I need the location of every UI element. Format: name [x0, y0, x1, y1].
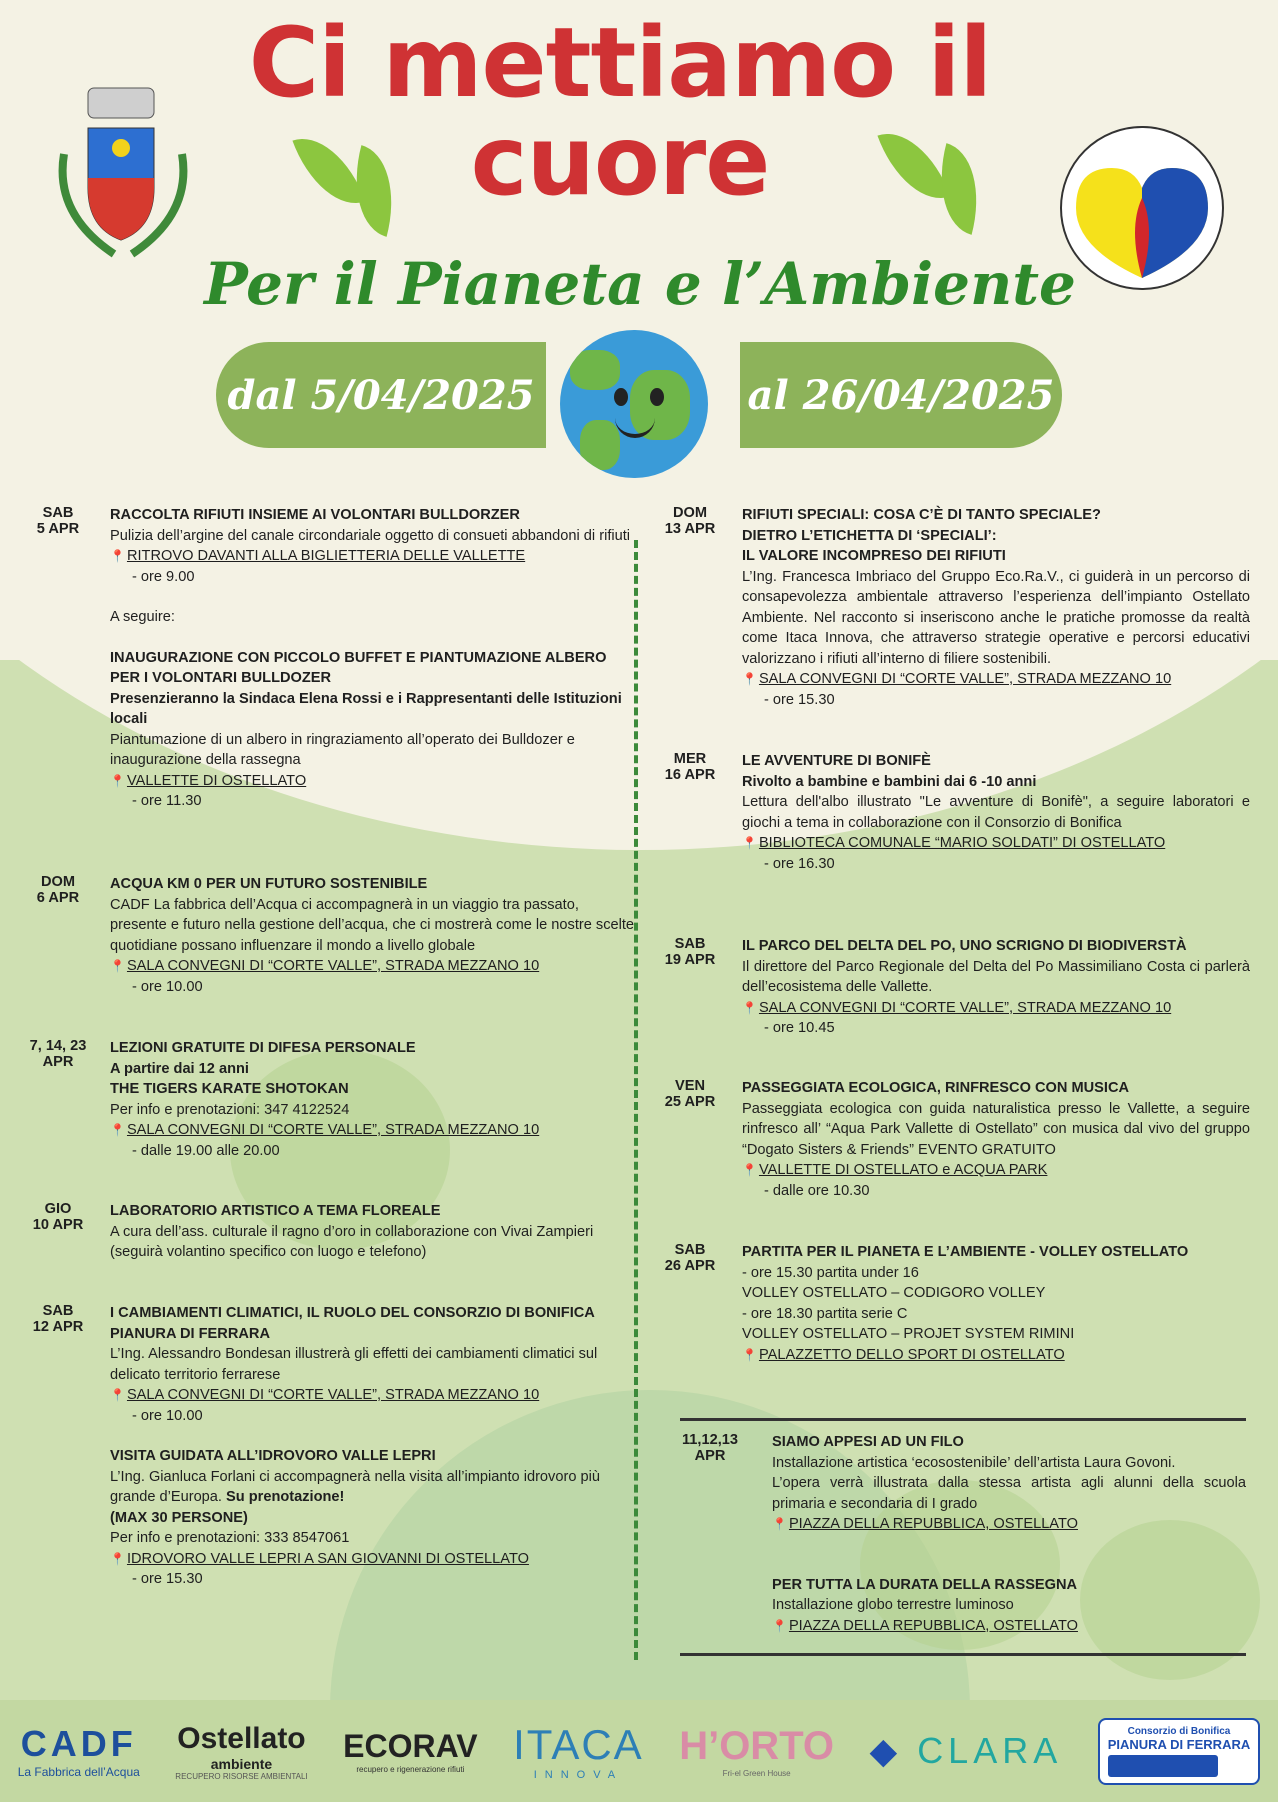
- box-top-rule: [680, 1418, 1246, 1421]
- event-description: Il direttore del Parco Regionale del Delta del Po Massimiliano Costa ci parlerà dell’ecosistema delle Vallette.: [742, 958, 1250, 995]
- match-line: - ore 15.30 partita under 16: [742, 1264, 919, 1281]
- event-time: - dalle 19.00 alle 20.00: [132, 1142, 280, 1159]
- location-pin-icon: 📍: [110, 959, 125, 973]
- event-capacity: (MAX 30 PERSONE): [110, 1509, 248, 1526]
- event-subtitle: INAUGURAZIONE CON PICCOLO BUFFET E PIANTUMAZIONE ALBERO PER I VOLONTARI BULLDOZER: [110, 649, 607, 686]
- event-title: RACCOLTA RIFIUTI INSIEME AI VOLONTARI BULLDORZER: [110, 507, 520, 523]
- location-pin-icon: 📍: [742, 672, 757, 686]
- event-title: RIFIUTI SPECIALI: COSA C’È DI TANTO SPECIALE?: [742, 507, 1101, 523]
- event-audience: Rivolto a bambine e bambini dai 6 -10 anni: [742, 773, 1037, 790]
- itaca-logo: ITACA INNOVA: [513, 1721, 644, 1781]
- match-line: - ore 18.30 partita serie C: [742, 1305, 908, 1322]
- event-day: 11,12,13 APR: [681, 1432, 738, 1464]
- event-day: MER 16 APR: [664, 751, 716, 783]
- horto-logo: H’ORTO Fri-el Green House: [679, 1724, 835, 1778]
- box-bottom-rule: [680, 1653, 1246, 1656]
- permanent-title: PER TUTTA LA DURATA DELLA RASSEGNA: [772, 1576, 1078, 1593]
- permanent-description: Installazione globo terrestre luminoso: [772, 1597, 1014, 1613]
- event-day: DOM 6 APR: [36, 874, 80, 906]
- event-info: Per info e prenotazioni: 333 8547061: [110, 1530, 350, 1546]
- event-sub-description: Piantumazione di un albero in ringraziamento all’operato dei Bulldozer e inaugurazione della rassegna: [110, 731, 575, 768]
- event-day: VEN 25 APR: [664, 1078, 716, 1110]
- event-location: 📍 SALA CONVEGNI DI “CORTE VALLE”, STRADA MEZZANO 10: [742, 671, 1172, 687]
- title-line-2: cuore: [470, 105, 770, 217]
- event-location: 📍 SALA CONVEGNI DI “CORTE VALLE”, STRADA MEZZANO 10: [110, 1122, 540, 1138]
- location-pin-icon: 📍: [110, 773, 125, 788]
- location-pin-icon: 📍: [742, 1347, 757, 1362]
- event-after: A seguire:: [110, 609, 175, 625]
- event-guests: Presenzieranno la Sindaca Elena Rossi e i Rappresentanti delle Istituzioni locali: [110, 690, 622, 727]
- event-location: 📍 BIBLIOTECA COMUNALE “MARIO SOLDATI” DI OSTELLATO: [742, 835, 1166, 851]
- event-location: 📍 SALA CONVEGNI DI “CORTE VALLE”, STRADA MEZZANO 10: [110, 958, 540, 974]
- location-pin-icon: 📍: [110, 1551, 125, 1566]
- event-title: I CAMBIAMENTI CLIMATICI, IL RUOLO DEL CONSORZIO DI BONIFICA PIANURA DI FERRARA: [110, 1305, 595, 1342]
- event-location: 📍 PALAZZETTO DELLO SPORT DI OSTELLATO: [742, 1346, 1065, 1363]
- match-line: VOLLEY OSTELLATO – PROJET SYSTEM RIMINI: [742, 1326, 1075, 1342]
- ostellato-ambiente-logo: Ostellato ambiente RECUPERO RISORSE AMBIENTALI: [175, 1721, 308, 1781]
- event-day: 7, 14, 23 APR: [29, 1038, 87, 1070]
- event-sub-time: - ore 15.30: [132, 1571, 203, 1587]
- event-subtitle: VISITA GUIDATA ALL’IDROVORO VALLE LEPRI: [110, 1448, 436, 1464]
- location-pin-icon: 📍: [772, 1517, 787, 1531]
- event-day: SAB 26 APR: [664, 1242, 716, 1274]
- title-line-1: Ci mettiamo il: [248, 7, 992, 119]
- event-title: IL PARCO DEL DELTA DEL PO, UNO SCRIGNO DI BIODIVERSTÀ: [742, 938, 1187, 954]
- clara-diamond-icon: ◆: [869, 1730, 918, 1771]
- event-day: SAB 19 APR: [664, 936, 716, 968]
- event-description-2: L’opera verrà illustrata dalla stessa artista agli alunni della scuola primaria e secondaria di I grado: [772, 1475, 1246, 1512]
- event-location: 📍 SALA CONVEGNI DI “CORTE VALLE”, STRADA MEZZANO 10: [110, 1387, 540, 1403]
- event-age: A partire dai 12 anni: [110, 1060, 249, 1077]
- event-location: 📍 RITROVO DAVANTI ALLA BIGLIETTERIA DELLE VALLETTE: [110, 548, 526, 564]
- event-title: SIAMO APPESI AD UN FILO: [772, 1434, 964, 1450]
- event-day: SAB 5 APR: [36, 505, 80, 537]
- event-description: CADF La fabbrica dell’Acqua ci accompagnerà in un viaggio tra passato, presente e futuro nella gestione dell’acqua, che ci mostrerà come le nostre scelte quotidiane possano influenzare il mondo a livello globale: [110, 896, 635, 954]
- event-title-3: IL VALORE INCOMPRESO DEI RIFIUTI: [742, 548, 1006, 564]
- date-from-pill: dal 5/04/2025: [216, 342, 546, 448]
- event-description: L’Ing. Alessandro Bondesan illustrerà gli effetti dei cambiamenti climatici sul delicato territorio ferrarese: [110, 1346, 598, 1383]
- event-title: ACQUA KM 0 PER UN FUTURO SOSTENIBILE: [110, 876, 428, 892]
- event-time: - ore 10.00: [132, 978, 203, 995]
- cadf-logo: CADF La Fabbrica dell’Acqua: [17, 1723, 140, 1779]
- event-description: L’Ing. Francesca Imbriaco del Gruppo Eco.Ra.V., ci guiderà in un percorso di consapevolezza ambientale attraverso l’esperienza dell’impianto Ostellato Ambiente. Nel racconto si inseriscono anche le pratiche promosse da realtà come Itaca Innova, che attraverso strategie operative e percorsi educativi valorizzano i rifiuti all’interno di filiere sostenibili.: [742, 568, 1250, 667]
- event-time: - ore 16.30: [764, 855, 835, 872]
- event-title: LABORATORIO ARTISTICO A TEMA FLOREALE: [110, 1203, 441, 1219]
- event-time: - ore 9.00: [132, 568, 195, 585]
- event-description: Installazione artistica ‘ecosostenibile’ dell’artista Laura Govoni.: [772, 1454, 1176, 1471]
- event-description: A cura dell’ass. culturale il ragno d’oro in collaborazione con Vivai Zampieri (seguirà volantino specifico con luogo e telefono): [110, 1223, 594, 1260]
- poster-subtitle: Per il Pianeta e l’Ambiente: [204, 250, 1076, 318]
- event-description: Lettura dell'albo illustrato "Le avventure di Bonifè", a seguire laboratori e giochi a tema in collaborazione con il Consorzio di Bonifica: [742, 794, 1250, 831]
- event-time: - dalle ore 10.30: [764, 1182, 870, 1199]
- event-day: SAB 12 APR: [32, 1303, 84, 1335]
- date-to-pill: al 26/04/2025: [740, 342, 1062, 448]
- permanent-location: 📍 PIAZZA DELLA REPUBBLICA, OSTELLATO: [772, 1617, 1078, 1634]
- event-time: - ore 10.45: [764, 1020, 835, 1036]
- event-day: DOM 13 APR: [664, 505, 716, 537]
- event-description: Pulizia dell’argine del canale circondariale oggetto di consueti abbandoni di rifiuti: [110, 527, 631, 544]
- location-pin-icon: 📍: [742, 836, 757, 850]
- event-organizer: THE TIGERS KARATE SHOTOKAN: [110, 1081, 349, 1097]
- location-pin-icon: 📍: [110, 1123, 125, 1137]
- event-sub-time: - ore 11.30: [132, 793, 202, 809]
- consorzio-emblem-icon: [1108, 1755, 1218, 1777]
- sponsor-bar: [0, 1700, 1278, 1802]
- event-sub-description: L’Ing. Gianluca Forlani ci accompagnerà nella visita all’impianto idrovoro più grande d’Europa. Su prenotazione!: [110, 1468, 600, 1505]
- consorzio-bonifica-logo: Consorzio di Bonifica PIANURA DI FERRARA: [1098, 1718, 1261, 1785]
- globe-icon: [560, 330, 708, 478]
- event-sub-location: 📍 IDROVORO VALLE LEPRI A SAN GIOVANNI DI OSTELLATO: [110, 1550, 529, 1567]
- event-title-2: DIETRO L’ETICHETTA DI ‘SPECIALI’:: [742, 527, 997, 544]
- event-title: PASSEGGIATA ECOLOGICA, RINFRESCO CON MUSICA: [742, 1080, 1130, 1096]
- municipal-crest-icon: [58, 84, 194, 270]
- event-location: 📍 VALLETTE DI OSTELLATO e ACQUA PARK: [742, 1162, 1048, 1178]
- location-pin-icon: 📍: [742, 1000, 757, 1015]
- location-pin-icon: 📍: [110, 1388, 125, 1402]
- ecorav-logo: ECORAV recupero e rigenerazione rifiuti: [343, 1728, 478, 1774]
- event-location: 📍 PIAZZA DELLA REPUBBLICA, OSTELLATO: [772, 1516, 1078, 1532]
- location-pin-icon: 📍: [772, 1618, 787, 1633]
- event-title: PARTITA PER IL PIANETA E L’AMBIENTE - VOLLEY OSTELLATO: [742, 1244, 1189, 1260]
- match-line: VOLLEY OSTELLATO – CODIGORO VOLLEY: [742, 1285, 1046, 1301]
- event-info: Per info e prenotazioni: 347 4122524: [110, 1101, 350, 1118]
- event-sub-location: 📍 VALLETTE DI OSTELLATO: [110, 772, 307, 789]
- event-time: - ore 10.00: [132, 1407, 203, 1424]
- location-pin-icon: 📍: [742, 1163, 757, 1177]
- event-day: GIO 10 APR: [32, 1201, 84, 1233]
- event-time: - ore 15.30: [764, 691, 835, 708]
- clara-logo: ◆ CLARA: [869, 1730, 1063, 1771]
- location-pin-icon: 📍: [110, 549, 125, 563]
- event-title: LEZIONI GRATUITE DI DIFESA PERSONALE: [110, 1040, 416, 1056]
- event-location: 📍 SALA CONVEGNI DI “CORTE VALLE”, STRADA MEZZANO 10: [742, 999, 1172, 1016]
- event-title: LE AVVENTURE DI BONIFÈ: [742, 753, 931, 769]
- event-description: Passeggiata ecologica con guida naturalistica presso le Vallette, a seguire rinfresco all’ “Aqua Park Vallette di Ostellato” con musica dal vivo del gruppo “Dogato Sisters & Friends” EVENTO GRATUITO: [742, 1100, 1250, 1158]
